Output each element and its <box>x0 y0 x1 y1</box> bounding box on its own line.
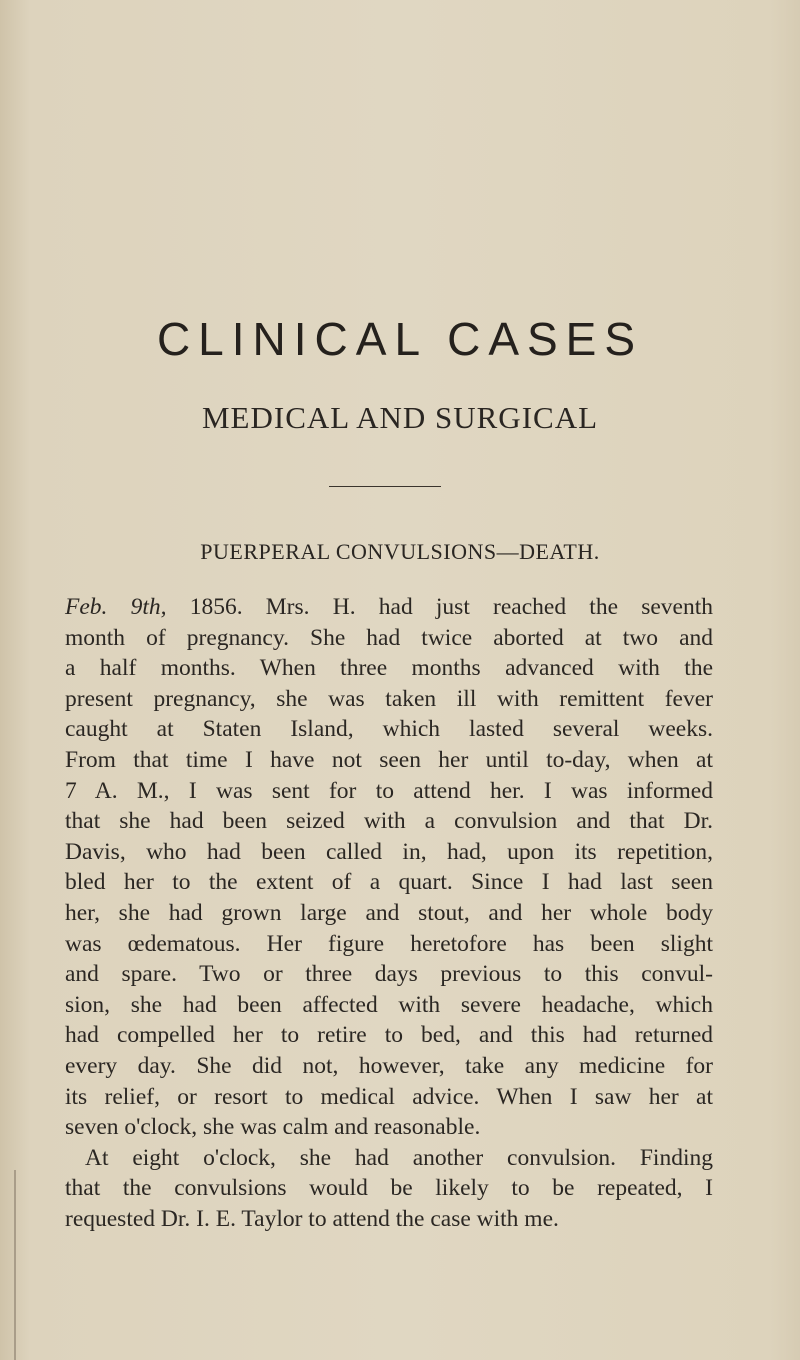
text-line: Davis, who had been called in, had, upon its repetition, <box>65 838 713 865</box>
text-line: present pregnancy, she was taken ill with remittent fever <box>65 685 713 712</box>
text-line: sion, she had been affected with severe headache, which <box>65 991 713 1018</box>
page-subtitle: MEDICAL AND SURGICAL <box>201 400 599 435</box>
case-heading: PUERPERAL CONVULSIONS—DEATH. <box>200 539 600 564</box>
title-divider <box>329 486 441 487</box>
text-line: month of pregnancy. She had twice aborted at two and <box>65 624 713 651</box>
text-line: and spare. Two or three days previous to this convul- <box>65 961 713 988</box>
text-line: 7 A. M., I was sent for to attend her. I was informed <box>65 777 713 804</box>
text-line: that she had been seized with a convulsion and that Dr. <box>65 808 713 835</box>
text-line: requested Dr. I. E. Taylor to attend the case with me. <box>65 1205 559 1232</box>
text-line: caught at Staten Island, which lasted several weeks. <box>65 716 713 743</box>
case-body <box>65 592 713 1234</box>
text-line: At eight o'clock, she had another convulsion. Finding <box>85 1144 713 1171</box>
text-line: seven o'clock, she was calm and reasonable. <box>65 1114 481 1141</box>
text-line: bled her to the extent of a quart. Since I had last seen <box>65 869 713 896</box>
page-title: CLINICAL CASES <box>156 313 644 365</box>
text-line: her, she had grown large and stout, and her whole body <box>65 899 713 926</box>
text-line: every day. She did not, however, take any medicine for <box>65 1052 713 1079</box>
text-line: its relief, or resort to medical advice. When I saw her at <box>65 1083 713 1110</box>
text-line: had compelled her to retire to bed, and this had returned <box>65 1022 713 1049</box>
case-date: Feb. 9th, <box>65 594 167 620</box>
page-edge-line <box>14 1170 16 1360</box>
text-line: a half months. When three months advanced with the <box>65 655 713 682</box>
text-line: that the convulsions would be likely to be repeated, I <box>65 1175 713 1202</box>
text-line: From that time I have not seen her until to-day, when at <box>65 746 713 773</box>
text-line: Feb. 9th, 1856. Mrs. H. had just reached the seventh <box>65 594 713 620</box>
text-line: was œdematous. Her figure heretofore has been slight <box>65 930 713 957</box>
